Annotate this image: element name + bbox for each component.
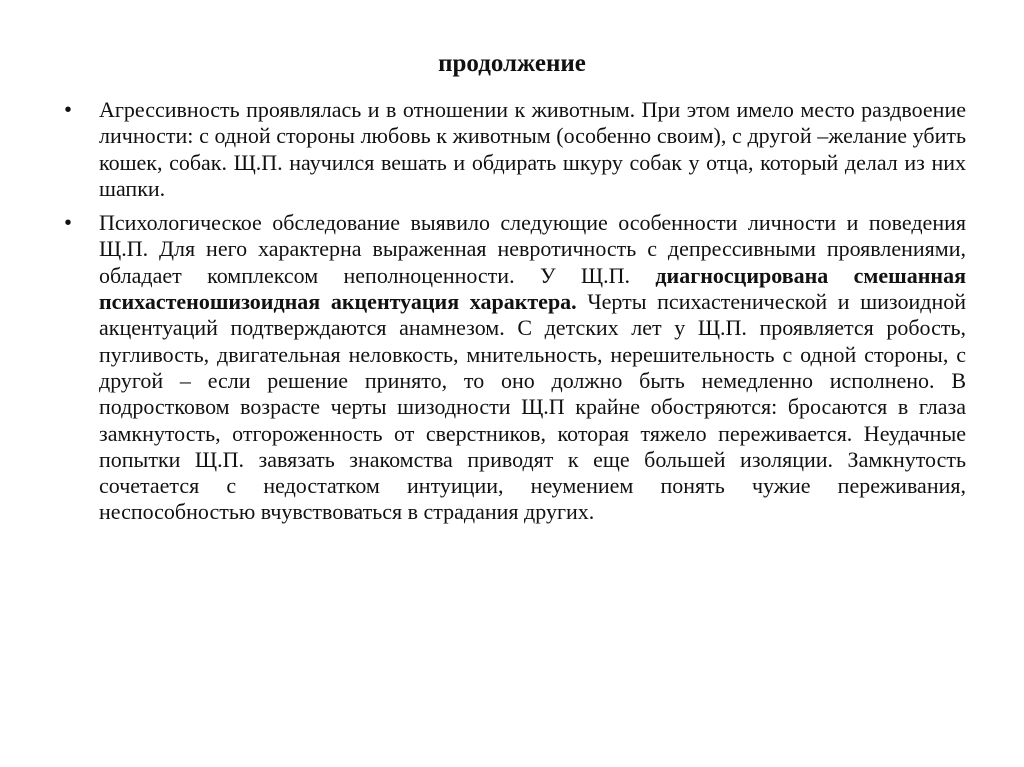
bullet-dot-icon: •	[64, 212, 72, 235]
bullet-item-psych-exam	[64, 210, 966, 526]
bullet-list	[0, 97, 1024, 526]
bullet-text-before: Психологическое обследование выявило следующие особенности личности и поведения Щ.П. Для него характерна выраженная невротичность с депрессивными проявлениями, обладает комплексом неполноценности. У Щ.П.	[99, 210, 966, 288]
bullet-item-aggression	[64, 97, 966, 202]
bullet-dot-icon: •	[64, 99, 72, 121]
bullet-text-diagnosis: диагносцирована смешанная психастеношизоидная акцентуация характера.	[99, 262, 966, 315]
bullet-text-after: Черты психастенической и шизоидной акцентуаций подтверждаются анамнезом. С детских лет у Щ.П. проявляется робость, пугливость, двигательная неловкость, мнительность, нерешительность с одной стороны, с другой – если решение принято, то оно должно быть немедленно исполнено. В подростковом возрасте черты шизодности Щ.П крайне обостряются: бросаются в глаза замкнутость, отгороженность от сверстников, которая тяжело переживается. Неудачные попытки Щ.П. завязать знакомства приводят к еще большей изоляции. Замкнутость сочетается с недостатком интуиции, неумением понять чужие переживания, неспособностью вчувствоваться в страдания других.	[99, 289, 966, 525]
slide-title: продолжение	[438, 50, 586, 77]
bullet-text: Агрессивность проявлялась и в отношении к животным. При этом имело место раздвоение личности: с одной стороны любовь к животным (особенно своим), с другой –желание убить кошек, собак. Щ.П. научился вешать и обдирать шкуру собак у отца, который делал из них шапки.	[99, 97, 966, 201]
